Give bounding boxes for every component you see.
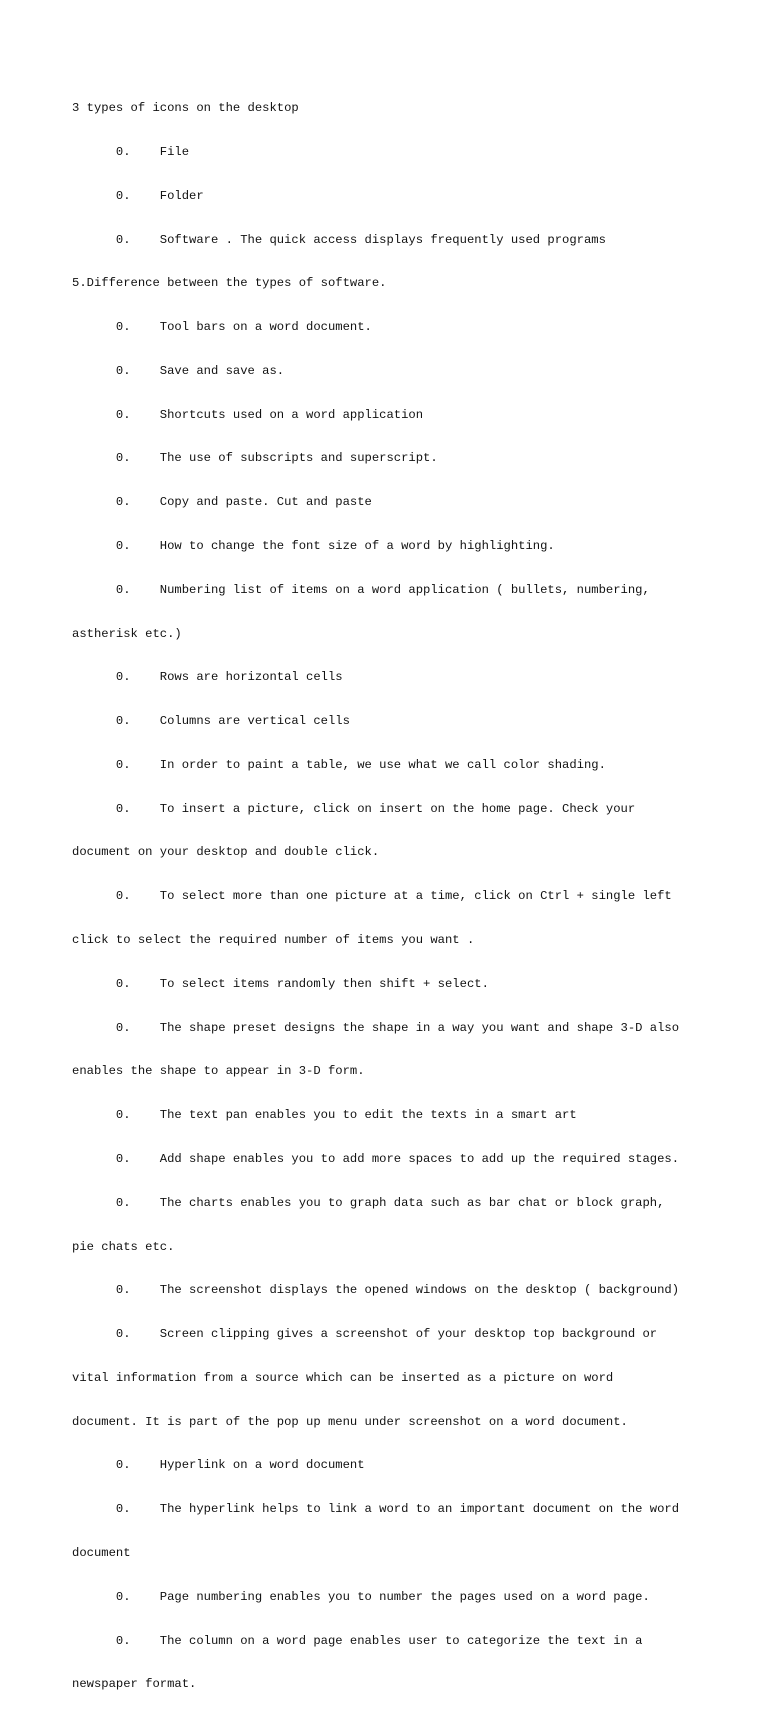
document-line: newspaper format.	[72, 1677, 197, 1692]
document-line: 0. The screenshot displays the opened windows on the desktop ( background)	[72, 1283, 680, 1298]
document-line: 0. Copy and paste. Cut and paste	[72, 495, 372, 510]
document-line: 3 types of icons on the desktop	[72, 101, 299, 116]
document-line: 0. How to change the font size of a word by highlighting.	[72, 539, 555, 553]
document-line: 0. Tool bars on a word document.	[72, 320, 372, 335]
document-line: 0. Numbering list of items on a word application ( bullets, numbering,	[72, 582, 650, 597]
document-line: 0. To select more than one picture at a time, click on Ctrl + single left	[72, 889, 672, 904]
document-line: 0. The column on a word page enables user to categorize the text in a	[72, 1633, 643, 1648]
document-line: 0. File	[72, 144, 190, 159]
document-line: 0. In order to paint a table, we use what we call color shading.	[72, 757, 606, 772]
document-line: 0. The text pan enables you to edit the texts in a smart art	[72, 1108, 577, 1123]
document-line: astherisk etc.)	[72, 626, 182, 641]
document-line: 0. Shortcuts used on a word application	[72, 407, 424, 422]
document-line: 0. Save and save as.	[72, 363, 285, 378]
document-line: 0. Screen clipping gives a screenshot of your desktop top background or	[72, 1327, 658, 1342]
document-line: 0. Add shape enables you to add more spaces to add up the required stages.	[72, 1151, 680, 1166]
document-line: 0. To select items randomly then shift + select.	[72, 976, 489, 991]
document-line: document on your desktop and double click.	[72, 845, 380, 860]
document-line: 0. To insert a picture, click on insert on the home page. Check your	[72, 801, 636, 816]
document-line: 0. The hyperlink helps to link a word to an important document on the word	[72, 1502, 680, 1517]
document-line: document. It is part of the pop up menu under screenshot on a word document.	[72, 1414, 628, 1429]
document-line: 0. Page numbering enables you to number the pages used on a word page.	[72, 1589, 650, 1604]
document-line: pie chats etc.	[72, 1239, 175, 1254]
document-line: 0. The shape preset designs the shape in a way you want and shape 3-D also	[72, 1020, 680, 1035]
document-line: vital information from a source which can be inserted as a picture on word	[72, 1370, 614, 1385]
document-line: 0. The use of subscripts and superscript.	[72, 451, 438, 466]
document-line: enables the shape to appear in 3-D form.	[72, 1064, 365, 1079]
document-line: 0. Rows are horizontal cells	[72, 670, 343, 685]
document-line: 0. The charts enables you to graph data such as bar chat or block graph,	[72, 1195, 665, 1210]
document-line: document	[72, 1545, 131, 1560]
document-body	[72, 72, 712, 1721]
document-line: click to select the required number of items you want .	[72, 933, 475, 948]
document-line: 0. Software . The quick access displays frequently used programs	[72, 232, 606, 247]
document-line: 5.Difference between the types of software.	[72, 276, 387, 291]
document-line: 0. Hyperlink on a word document	[72, 1458, 365, 1473]
document-line: 0. Folder	[72, 188, 204, 203]
document-line: 0. Columns are vertical cells	[72, 714, 350, 729]
